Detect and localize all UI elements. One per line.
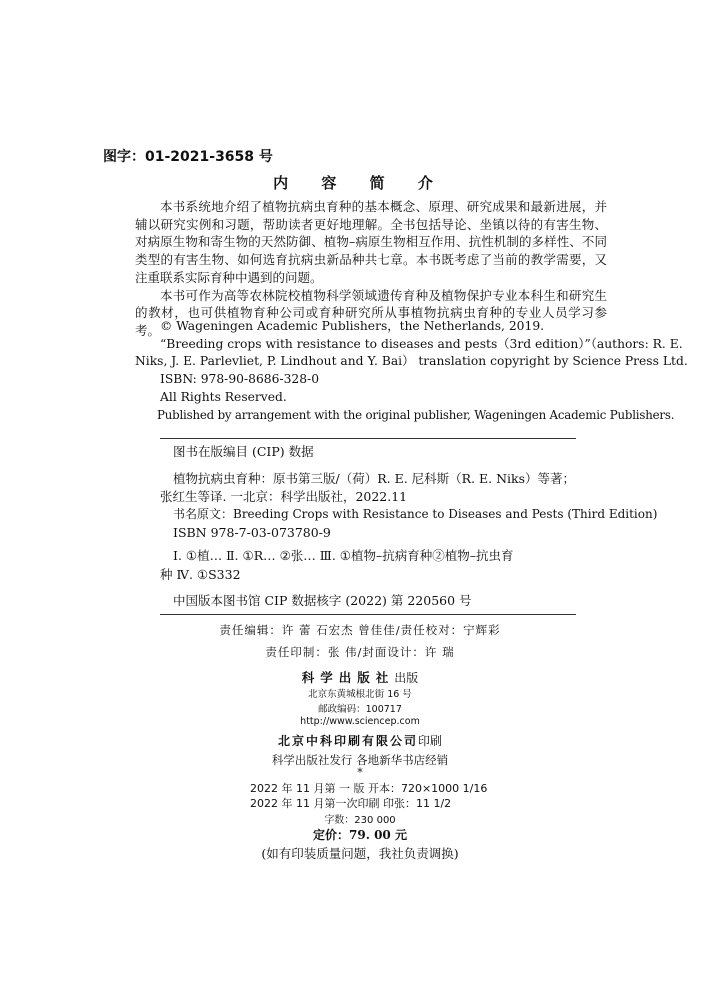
word-count: 字数：230 000 — [324, 815, 396, 826]
cip-entry-3 — [173, 506, 658, 541]
printer-line — [0, 730, 720, 749]
summary-title: 内 容 简 介 — [273, 174, 447, 192]
cip-bottom-rule — [160, 614, 576, 615]
arrangement-line: Published by arrangement with the original publisher, Wageningen Academic Publishers. — [157, 407, 675, 422]
cip-original-title: 书名原文：Breeding Crops with Resistance to Diseases and Pests (Third Edition) — [173, 507, 658, 521]
publisher-line — [0, 667, 720, 686]
print-credit: 责任印制：张 伟/封面设计：许 瑞 — [265, 645, 455, 659]
publisher-postcode: 邮政编码：100717 — [318, 704, 402, 715]
quality-note: (如有印装质量问题，我社负责调换) — [261, 846, 459, 861]
printer-name: 北京中科印刷有限公司 — [277, 734, 418, 748]
cip-subject-2 — [160, 566, 570, 584]
separator-star: * — [357, 766, 363, 779]
summary-paragraph-2: 本书可作为高等农林院校植物科学领域遗传育种及植物保护专业本科生和研究生的教材，也可供植物育种公司或育种研究所从事植物抗病虫育种的专业人员学习参考。 — [135, 287, 607, 338]
publisher-address: 北京东黄城根北街 16 号 — [308, 689, 412, 700]
authors-line: Niks, J. E. Parlevliet, P. Lindhout and Y. Bai） translation copyright by Science Press Ltd. — [135, 354, 688, 369]
rights-line: All Rights Reserved. — [160, 389, 287, 404]
cip-entry — [173, 470, 583, 488]
cip-verification: 中国版本图书馆 CIP 数据核字 (2022) 第 220560 号 — [173, 593, 472, 608]
publisher-suffix: 出版 — [394, 671, 419, 685]
cip-entry-line-2: 张红生等译. 一北京：科学出版社，2022.11 — [160, 489, 408, 504]
printer-suffix: 印刷 — [418, 734, 443, 748]
publisher-name: 科学出版社 — [301, 670, 395, 685]
cip-entry-2 — [160, 488, 570, 506]
original-isbn: ISBN: 978-90-8686-328-0 — [160, 372, 320, 387]
summary-paragraph-1: 本书系统地介绍了植物抗病虫育种的基本概念、原理、研究成果和最新进展，并辅以研究实例和习题，帮助读者更好地理解。全书包括导论、坐镇以待的有害生物、对病原生物和寄生物的天然防御、植物–病原生物相互作用、抗性机制的多样性、不同类型的有害生物、如何选育抗病虫新品种共七章。本书既考虑了当前的教学需要，又注重联系实际育种中遇到的问题。 — [135, 199, 607, 285]
cip-subject-line-2: 种 Ⅳ. ①S332 — [160, 567, 241, 582]
cip-top-rule — [160, 438, 576, 439]
cip-heading: 图书在版编目 (CIP) 数据 — [173, 444, 314, 459]
edition-line: 2022 年 11 月第 一 版 开本：720×1000 1/16 — [250, 782, 488, 795]
cip-block — [173, 443, 583, 461]
cip-subject — [173, 547, 583, 565]
printing-line: 2022 年 11 月第一次印刷 印张：11 1/2 — [250, 797, 452, 810]
copyright-block — [135, 318, 688, 424]
publisher-url: http://www.sciencep.com — [300, 716, 420, 727]
price: 定价：79. 00 元 — [313, 828, 407, 842]
copyright-line: © Wageningen Academic Publishers，the Netherlands, 2019. — [160, 319, 545, 333]
original-title-line: “Breeding crops with resistance to diseases and pests（3rd edition）”（authors: R. E. — [160, 336, 683, 351]
cip-isbn: ISBN 978-7-03-073780-9 — [173, 524, 331, 540]
editors-credit: 责任编辑：许 蕾 石宏杰 曾佳佳/责任校对：宁辉彩 — [219, 623, 501, 637]
cip-subject-line-1: Ⅰ. ①植… Ⅱ. ①R… ②张… Ⅲ. ①植物–抗病育种②植物–抗虫育 — [173, 548, 514, 563]
registration-number: 图字：01-2021-3658 号 — [103, 149, 273, 165]
cip-entry-line-1: 植物抗病虫育种：原书第三版/（荷）R. E. 尼科斯（R. E. Niks）等著； — [173, 471, 575, 486]
cip-verify — [173, 592, 583, 610]
distribution-line: 科学出版社发行 各地新华书店经销 — [271, 753, 449, 767]
